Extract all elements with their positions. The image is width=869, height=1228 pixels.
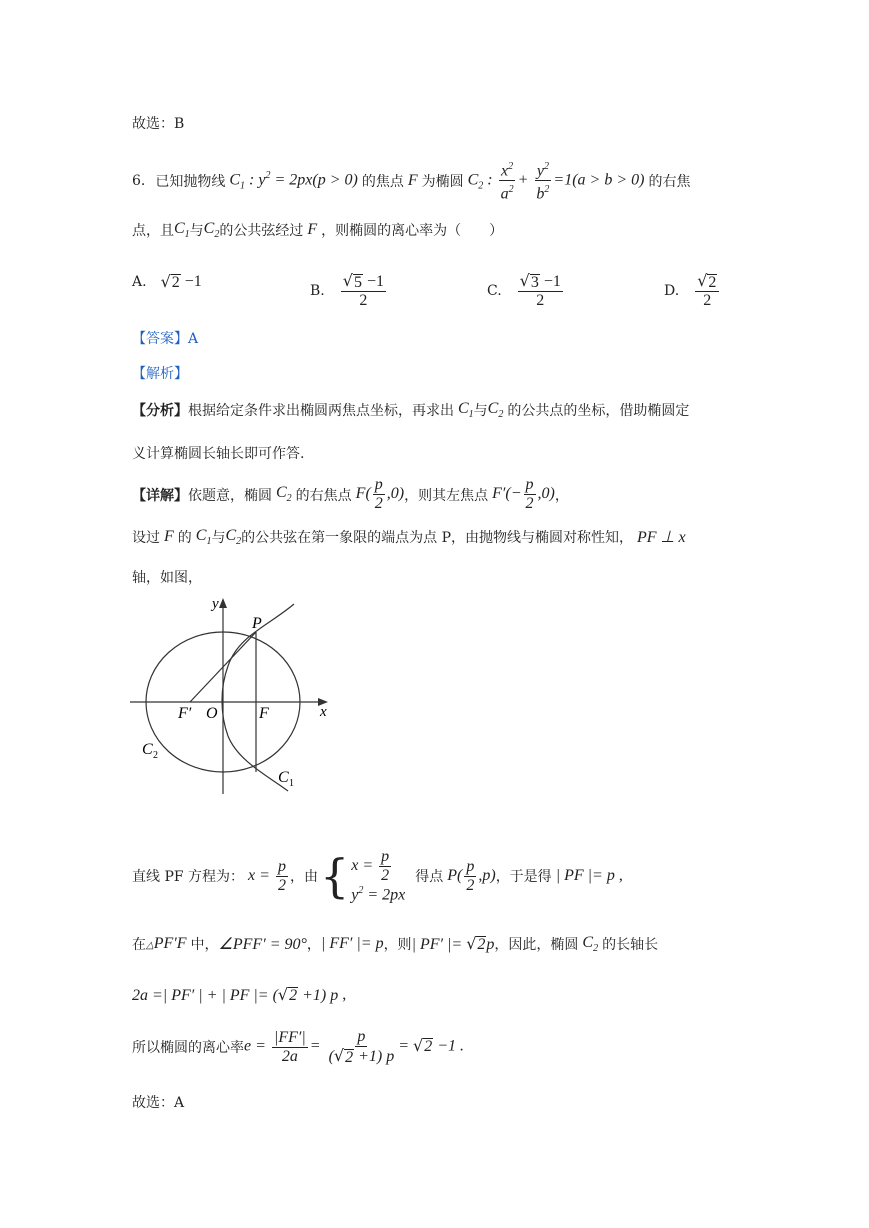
fenxi-line-1: 【分析】 根据给定条件求出椭圆两焦点坐标，再求出 $C_1$ 与 $C_2$ 的公共点的坐标，借助椭圆定 bbox=[132, 400, 690, 421]
body-text: 的公共弦在第一象限的端点为点 P，由抛物线与椭圆对称性知， bbox=[241, 530, 633, 547]
question-line-2: 点，且 $C_1$ 与 $C_2$ 的公共弦经过 F ，则椭圆的离心率为（ ） bbox=[132, 220, 504, 241]
label-c1-sub: 1 bbox=[289, 778, 294, 789]
body-text: 中， bbox=[190, 937, 219, 954]
xiangjie-line: 【详解】 依题意，椭圆 $C_2$ 的右焦点 F( $\frac{p}{2}$ ,0) ，则其左焦点 F′(− $\frac{p}{2}$ ,0) ， bbox=[132, 476, 569, 512]
final-answer bbox=[132, 1092, 184, 1112]
body-text: ，则 bbox=[383, 937, 412, 954]
label-x: x bbox=[320, 704, 327, 720]
option-c[interactable]: C. √ 3 −1 2 bbox=[487, 271, 561, 309]
label-c2: C bbox=[142, 741, 153, 758]
prev-answer-text: 故选：B bbox=[132, 116, 185, 132]
pf-equation-line: 直线 PF 方程为： x = $\frac{p}{2}$ ，由 { x = $\frac{p}{2}$ $y^2 = 2px$ 得点 P( $\frac{p}{2}$ ,p) ，于是得 | PF |= p , bbox=[132, 848, 623, 904]
xiangjie-text: ，则其左焦点 bbox=[404, 487, 489, 504]
body-text: 所以椭圆的离心率 bbox=[132, 1040, 244, 1056]
label-f: F bbox=[259, 705, 269, 722]
y-axis-arrow bbox=[219, 598, 227, 608]
label-y: y bbox=[212, 596, 219, 612]
body-text: 轴，如图， bbox=[132, 570, 202, 586]
question-text: 已知抛物线 bbox=[155, 173, 226, 190]
answer-tag-text: 【答案】A bbox=[132, 331, 199, 347]
body-text: 得点 bbox=[415, 869, 444, 886]
label-c1: C bbox=[278, 769, 289, 786]
label-o: O bbox=[206, 705, 218, 722]
label-fprime: F′ bbox=[178, 705, 192, 722]
label-c2-sub: 2 bbox=[153, 750, 158, 761]
question-text: 与 bbox=[189, 223, 204, 240]
set-line: 设过 F 的 $C_1$ 与 $C_2$ 的公共弦在第一象限的端点为点 P，由抛物线与椭圆对称性知， PF ⊥ x bbox=[132, 527, 686, 548]
major-axis-line: 2a =| PF′ | + | PF |= ( √ 2 +1) p , bbox=[132, 985, 347, 1004]
analysis-tag-text: 【解析】 bbox=[132, 366, 188, 382]
fenxi-text: 义计算椭圆长轴长即可作答. bbox=[132, 446, 305, 462]
xiangjie-tag: 【详解】 bbox=[132, 487, 188, 504]
ellipse-parabola-figure bbox=[128, 596, 338, 796]
label-p: P bbox=[252, 615, 262, 632]
equation-system: x = $\frac{p}{2}$ $y^2 = 2px$ bbox=[351, 848, 406, 904]
body-text: ，因此，椭圆 bbox=[494, 937, 579, 954]
formula-ellipse: $C_2$ : $\frac{x^2}{a^2}$ + $\frac{y^2}{b^2}$ =1(a > b > 0) bbox=[464, 158, 649, 204]
xiangjie-text: 的右焦点 bbox=[295, 487, 352, 504]
answer-tag bbox=[132, 328, 198, 348]
system-brace: { bbox=[319, 849, 350, 904]
fenxi-text: 的公共点的坐标，借助椭圆定 bbox=[507, 403, 690, 420]
eccentricity-line bbox=[132, 1028, 464, 1066]
xiangjie-text: 依题意，椭圆 bbox=[188, 487, 272, 504]
prev-answer bbox=[132, 113, 184, 133]
fenxi-tag: 【分析】 bbox=[132, 403, 188, 420]
option-c-label: C. bbox=[487, 283, 502, 299]
option-b-label: B. bbox=[310, 283, 325, 299]
option-a[interactable]: A. √ 2 −1 bbox=[132, 272, 202, 291]
question-line-1: 6. 已知抛物线 $C_1$ : $y^2 = 2px(p > 0)$ 的焦点 F 为椭圆 $C_2$ : $\frac{x^2}{a^2}$ + $\frac{y^2}{b^2}$ =1(a > b > 0) 的右焦 bbox=[132, 158, 690, 204]
question-text: 点，且 bbox=[132, 223, 174, 240]
fenxi-text: 根据给定条件求出椭圆两焦点坐标，再求出 bbox=[188, 403, 454, 420]
triangle-line: 在 △PF′F 中， ∠PFF′ = 90° ， | FF′ |= p ，则 | PF′ |= √ 2 p ，因此，椭圆 $C_2$ 的长轴长 bbox=[132, 934, 659, 955]
body-text: ， bbox=[306, 937, 321, 954]
formula-parabola: $C_1$ : $y^2 = 2px(p > 0)$ bbox=[225, 170, 358, 192]
major-axis-formula: 2a =| PF′ | + | PF |= ( √ 2 +1) p bbox=[132, 985, 339, 1004]
question-text: 的公共弦经过 bbox=[219, 223, 304, 240]
body-text: 的长轴长 bbox=[602, 937, 659, 954]
body-text: ，于是得 bbox=[495, 869, 552, 886]
body-text: 在 bbox=[132, 937, 146, 954]
question-text: 为椭圆 bbox=[421, 173, 464, 190]
option-d-label: D. bbox=[664, 283, 680, 299]
body-text: 设过 bbox=[132, 530, 160, 547]
analysis-tag bbox=[132, 363, 188, 383]
body-text: ，由 bbox=[289, 869, 318, 886]
body-text: 直线 PF 方程为： bbox=[132, 869, 245, 886]
body-text: 的 bbox=[177, 530, 192, 547]
eccentricity-formula: e = $\frac{|FF'|}{2a}$ = p ( √ 2 +1) p = √ 2 −1 . bbox=[244, 1028, 465, 1066]
question-text: ，则椭圆的离心率为（ ） bbox=[321, 223, 504, 240]
xiangjie-text: ， bbox=[554, 487, 569, 504]
question-number: 6. bbox=[132, 172, 146, 189]
final-answer-text: 故选：A bbox=[132, 1095, 185, 1111]
question-text: 的焦点 bbox=[361, 173, 404, 190]
option-d[interactable]: D. √ 2 2 bbox=[664, 272, 721, 310]
question-text: 的右焦 bbox=[648, 173, 691, 190]
option-b[interactable]: B. √ 5 −1 2 bbox=[310, 271, 384, 309]
fenxi-text: 与 bbox=[473, 403, 488, 420]
fenxi-line-2 bbox=[132, 443, 304, 463]
set-line-2 bbox=[132, 567, 202, 587]
body-text: 与 bbox=[211, 530, 226, 547]
option-a-label: A. bbox=[132, 273, 147, 290]
